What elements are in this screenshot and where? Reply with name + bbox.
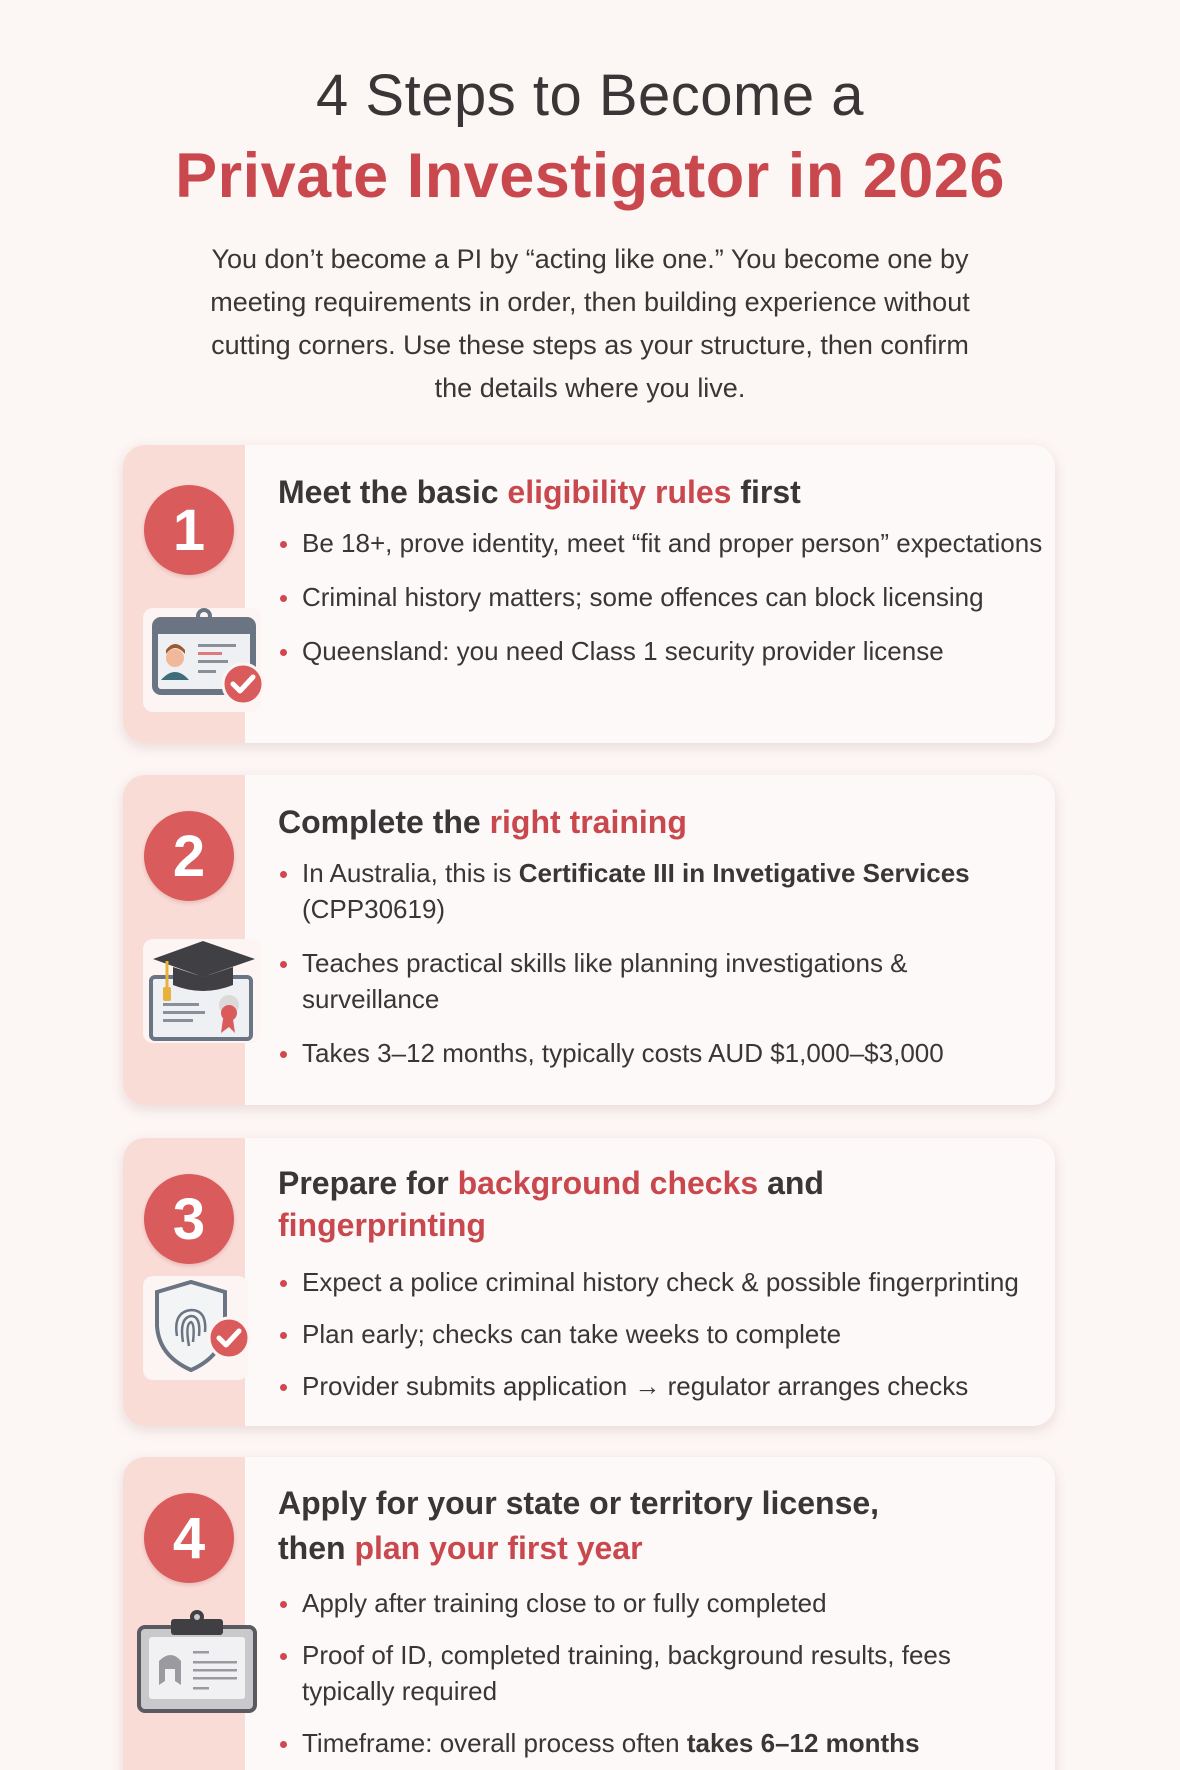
step-card-4 [123,1457,1055,1770]
bullet-text: (CPP30619) [302,894,446,924]
bullet-text: In Australia, this is [302,858,519,888]
id-badge-clipboard-icon [137,1607,255,1711]
bullet-item: Plan early; checks can take weeks to complete [278,1316,1095,1352]
step-number-badge: 2 [144,811,234,901]
heading-text: Prepare for [278,1165,458,1201]
bullet-list [278,855,1045,1071]
fingerprint-shield-check-icon [143,1276,248,1380]
step-number-badge: 4 [144,1493,234,1583]
heading-highlight: eligibility rules [507,474,732,510]
intro-paragraph [130,238,1050,410]
intro-line: cutting corners. Use these steps as your structure, then confirm [211,330,969,360]
step-number-badge: 3 [144,1174,234,1264]
heading-text: and [758,1165,824,1201]
intro-line: the details where you live. [434,373,746,403]
bullet-list [278,1264,1095,1404]
step-card-3 [123,1138,1055,1426]
heading-text: first [731,474,801,510]
bullet-list [278,1585,1045,1761]
bullet-item: Be 18+, prove identity, meet “fit and proper person” expectations [278,525,1045,561]
step-card-2 [123,775,1055,1105]
bullet-item: Proof of ID, completed training, background results, fees typically required [278,1637,1045,1709]
bullet-bold-text: takes 6–12 months [686,1728,920,1758]
step-heading [278,471,1045,513]
bullet-bold-text: Certificate III in Invetigative Services [518,858,970,888]
bullet-item [278,855,1045,927]
bullet-item: Expect a police criminal history check & possible fingerprinting [278,1264,1095,1300]
bullet-list [278,525,1045,669]
step-heading [278,1481,1045,1571]
intro-line: You don’t become a PI by “acting like one.” You become one by [211,244,969,274]
id-card-check-icon [143,608,261,712]
step-card-1 [123,445,1055,743]
heading-highlight: right training [489,804,687,840]
bullet-text: Timeframe: overall process often [302,1728,687,1758]
heading-text: Apply for your state or territory license, then [278,1485,880,1566]
bullet-item [278,1725,1045,1761]
heading-highlight: plan your first year [354,1530,643,1566]
page-title-line-1: 4 Steps to Become a [316,63,864,128]
step-heading [278,801,1045,843]
heading-text: Meet the basic [278,474,508,510]
heading-highlight: fingerprinting [278,1207,486,1243]
step-number-badge: 1 [144,485,234,575]
step-heading [278,1162,1095,1246]
intro-line: meeting requirements in order, then building experience without [210,287,970,317]
bullet-item: Provider submits application → regulator arranges checks [278,1368,1095,1404]
heading-highlight: background checks [457,1165,759,1201]
bullet-item: Teaches practical skills like planning investigations & surveillance [278,945,1045,1017]
bullet-item: Queensland: you need Class 1 security provider license [278,633,1045,669]
graduation-cap-certificate-icon [143,939,261,1043]
bullet-item: Apply after training close to or fully completed [278,1585,1045,1621]
bullet-item: Criminal history matters; some offences can block licensing [278,579,1045,615]
heading-text: Complete the [278,804,490,840]
page-title-line-2: Private Investigator in 2026 [175,141,1005,211]
bullet-item: Takes 3–12 months, typically costs AUD $1,000–$3,000 [278,1035,1045,1071]
